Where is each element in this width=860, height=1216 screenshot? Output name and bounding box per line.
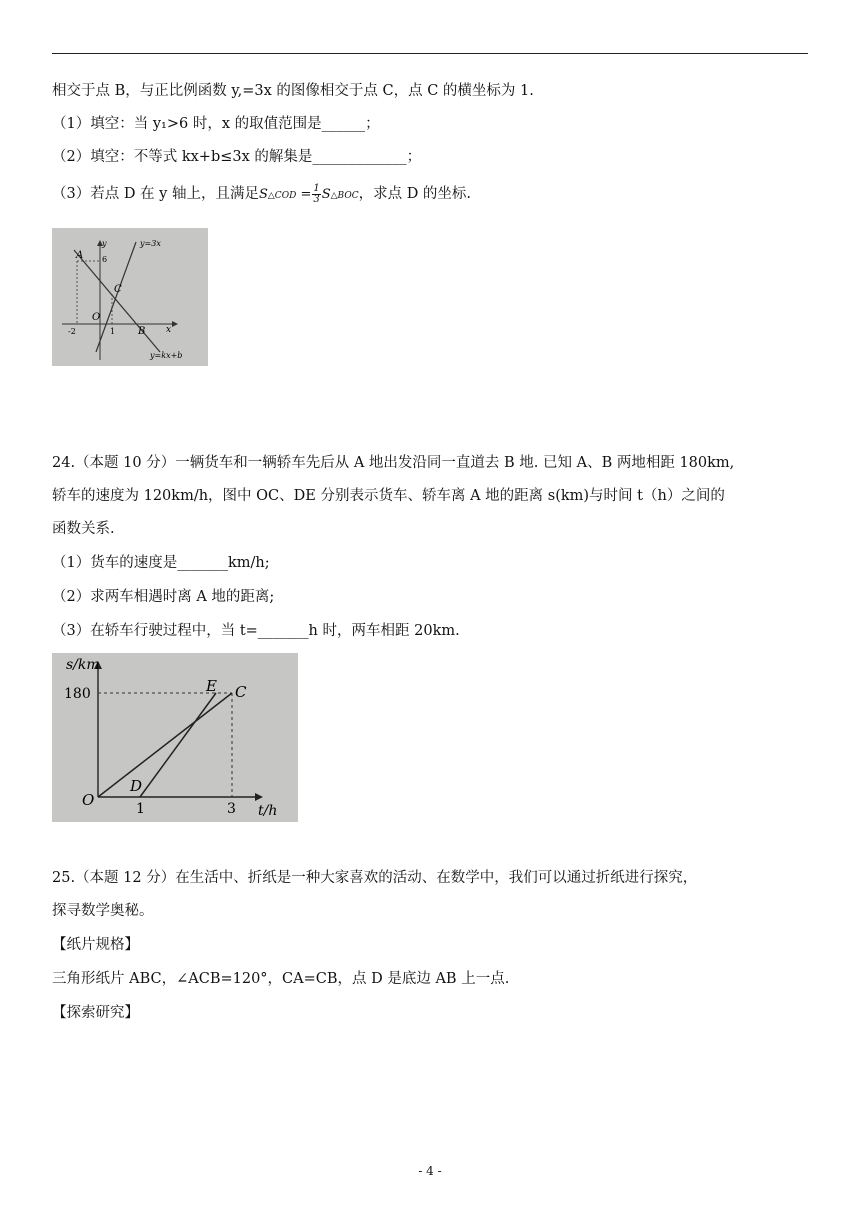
y-axis-label: y xyxy=(102,239,107,248)
point-c-label: C xyxy=(235,683,247,701)
tick-neg2-label: -2 xyxy=(68,327,76,336)
point-c-label: C xyxy=(114,284,122,295)
x-axis-label: x xyxy=(166,325,172,335)
tick-1-label: 1 xyxy=(110,327,116,336)
q23-line-1: 相交于点 B，与正比例函数 y,=3x 的图像相交于点 C，点 C 的横坐标为 1. xyxy=(52,83,534,99)
q24-part-2: （2）求两车相遇时离 A 地的距离; xyxy=(52,589,275,605)
tick-6-label: 6 xyxy=(102,255,108,264)
q23-part-1: （1）填空：当 y₁>6 时，x 的取值范围是______； xyxy=(52,116,380,132)
line-oc xyxy=(98,693,232,797)
tick-3-label: 3 xyxy=(227,801,236,817)
q23-part-2: （2）填空：不等式 kx+b≤3x 的解集是_____________； xyxy=(52,149,422,165)
q23-part-3 xyxy=(52,183,471,207)
header-rule xyxy=(52,53,808,54)
q25-line-1: 25.（本题 12 分）在生活中、折纸是一种大家喜欢的活动、在数学中，我们可以通过折纸进行探究， xyxy=(52,870,698,886)
tick-180-label: 180 xyxy=(64,686,91,702)
q24-line-1: 24.（本题 10 分）一辆货车和一辆轿车先后从 A 地出发沿同一直道去 B 地. 已知 A、B 两地相距 180km, xyxy=(52,455,735,471)
line2-label: y=kx+b xyxy=(150,351,183,360)
line-kx-b xyxy=(74,250,160,352)
origin-label: O xyxy=(82,791,95,809)
q25-line-2: 探寻数学奥秘。 xyxy=(52,903,154,919)
q23-part-3-text: （3）若点 D 在 y 轴上，且满足 xyxy=(52,186,259,202)
explore-heading: 【探索研究】 xyxy=(52,1005,139,1021)
page-number: - 4 - xyxy=(418,1164,442,1178)
fraction: $\frac{1}{3}$ xyxy=(313,183,320,205)
tick-1-label: 1 xyxy=(136,801,145,817)
area-formula: S△COD = $\frac{1}{3}$ S△BOC xyxy=(258,183,359,205)
line1-label: y=3x xyxy=(140,239,161,248)
q24-part-1: （1）货车的速度是_______km/h; xyxy=(52,555,270,571)
paper-spec-text: 三角形纸片 ABC，∠ACB=120°，CA=CB，点 D 是底边 AB 上一点. xyxy=(52,971,510,987)
s-axis-label: s/km xyxy=(66,657,100,673)
line-de xyxy=(140,693,216,797)
point-a-label: A xyxy=(76,250,84,261)
figure-linear-functions xyxy=(52,228,208,366)
point-e-label: E xyxy=(206,677,217,695)
q24-part-3: （3）在轿车行驶过程中，当 t=_______h 时，两车相距 20km. xyxy=(52,623,460,639)
q24-line-2: 轿车的速度为 120km/h，图中 OC、DE 分别表示货车、轿车离 A 地的距离 s(km)与时间 t（h）之间的 xyxy=(52,488,725,504)
point-d-label: D xyxy=(130,777,143,795)
t-axis-label: t/h xyxy=(258,803,278,819)
origin-label: O xyxy=(92,312,101,323)
q24-line-3: 函数关系. xyxy=(52,521,115,537)
point-b-label: B xyxy=(138,326,146,337)
paper-spec-heading: 【纸片规格】 xyxy=(52,937,139,953)
q23-part-3-tail: ，求点 D 的坐标. xyxy=(358,186,472,202)
figure-distance-time xyxy=(52,653,298,822)
